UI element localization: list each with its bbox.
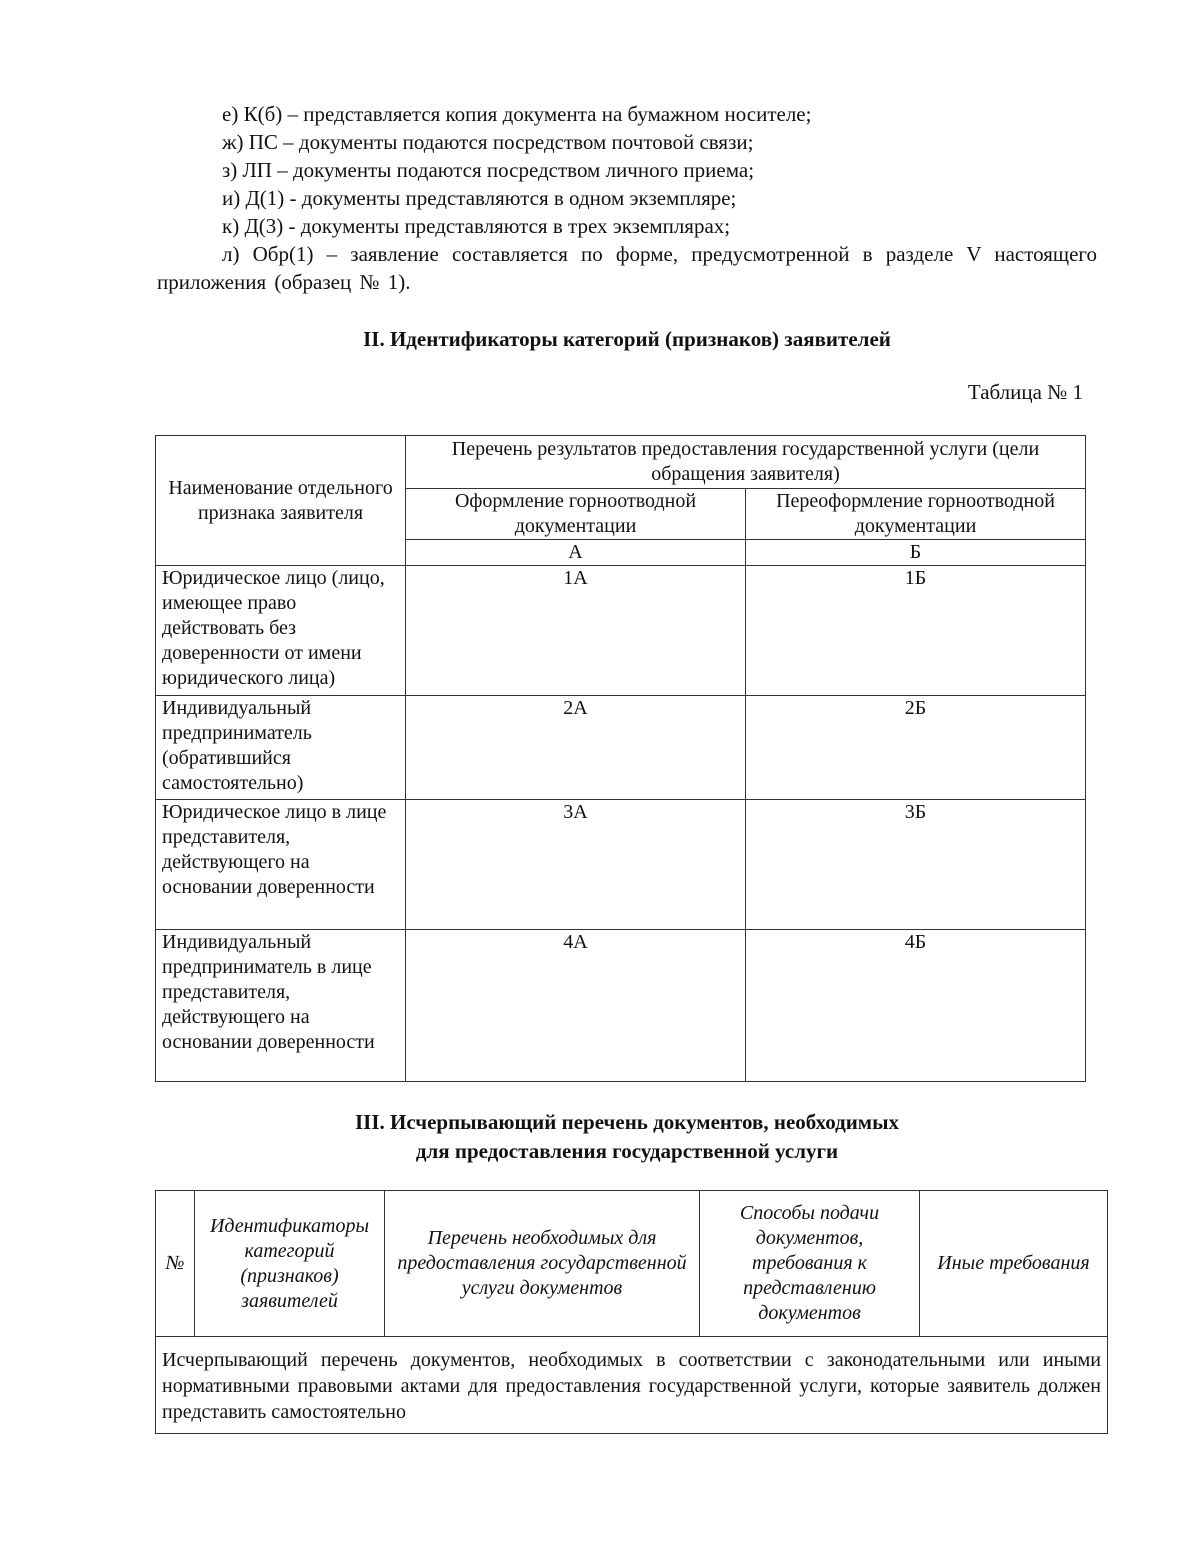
row-code-a: 1А (406, 566, 746, 696)
row-code-a: 4А (406, 930, 746, 1082)
row-code-b: 2Б (746, 696, 1086, 800)
table-row (156, 800, 1086, 930)
documents-table (155, 1190, 1108, 1434)
header-number: № (156, 1191, 195, 1337)
header-submission-methods: Способы подачи документов, требования к представлению документов (700, 1191, 920, 1337)
table-row (156, 696, 1086, 800)
row-code-a: 2А (406, 696, 746, 800)
list-item: и) Д(1) - документы представляются в одном экземпляре; (222, 186, 737, 210)
table-row (156, 566, 1086, 696)
list-item: з) ЛП – документы подаются посредством личного приема; (222, 158, 755, 182)
row-applicant-name: Индивидуальный предприниматель в лице представителя, действующего на основании доверенности (156, 930, 406, 1082)
table-row (156, 930, 1086, 1082)
header-column-a-code: А (406, 540, 746, 566)
applicant-categories-table (155, 435, 1086, 1082)
header-category-ids: Идентификаторы категорий (признаков) заявителей (195, 1191, 385, 1337)
row-applicant-name: Юридическое лицо (лицо, имеющее право действовать без доверенности от имени юридического лица) (156, 566, 406, 696)
section-3-title-line-1: III. Исчерпывающий перечень документов, необходимых (354, 1110, 900, 1134)
header-applicant-attribute: Наименование отдельного признака заявителя (156, 436, 406, 566)
header-documents-list: Перечень необходимых для предоставления государственной услуги документов (385, 1191, 700, 1337)
header-column-a-title: Оформление горноотводной документации (406, 489, 746, 540)
row-applicant-name: Юридическое лицо в лице представителя, действующего на основании доверенности (156, 800, 406, 930)
section-2-title: II. Идентификаторы категорий (признаков) заявителей (363, 327, 891, 351)
table-1-label: Таблица № 1 (967, 380, 1083, 404)
list-item: к) Д(3) - документы представляются в трех экземплярах; (222, 214, 731, 238)
header-service-results: Перечень результатов предоставления государственной услуги (цели обращения заявителя) (406, 436, 1086, 489)
list-item: л) Обр(1) – заявление составляется по форме, предусмотренной в разделе V настоящего приложения (образец № 1). (157, 242, 1097, 294)
list-item: е) К(б) – представляется копия документа на бумажном носителе; (222, 102, 812, 126)
header-other-requirements: Иные требования (920, 1191, 1108, 1337)
header-column-b-code: Б (746, 540, 1086, 566)
list-item: ж) ПС – документы подаются посредством почтовой связи; (222, 130, 754, 154)
row-applicant-name: Индивидуальный предприниматель (обратившийся самостоятельно) (156, 696, 406, 800)
row-code-b: 3Б (746, 800, 1086, 930)
row-code-a: 3А (406, 800, 746, 930)
section-3-title-line-2: для предоставления государственной услуги (415, 1139, 839, 1163)
documents-exhaustive-list-row: Исчерпывающий перечень документов, необходимых в соответствии с законодательными или иными нормативными правовыми актами для предоставления государственной услуги, которые заявитель должен представить самостоятельно (156, 1337, 1108, 1434)
row-code-b: 4Б (746, 930, 1086, 1082)
row-code-b: 1Б (746, 566, 1086, 696)
definitions-list (157, 100, 1097, 296)
header-column-b-title: Переоформление горноотводной документации (746, 489, 1086, 540)
